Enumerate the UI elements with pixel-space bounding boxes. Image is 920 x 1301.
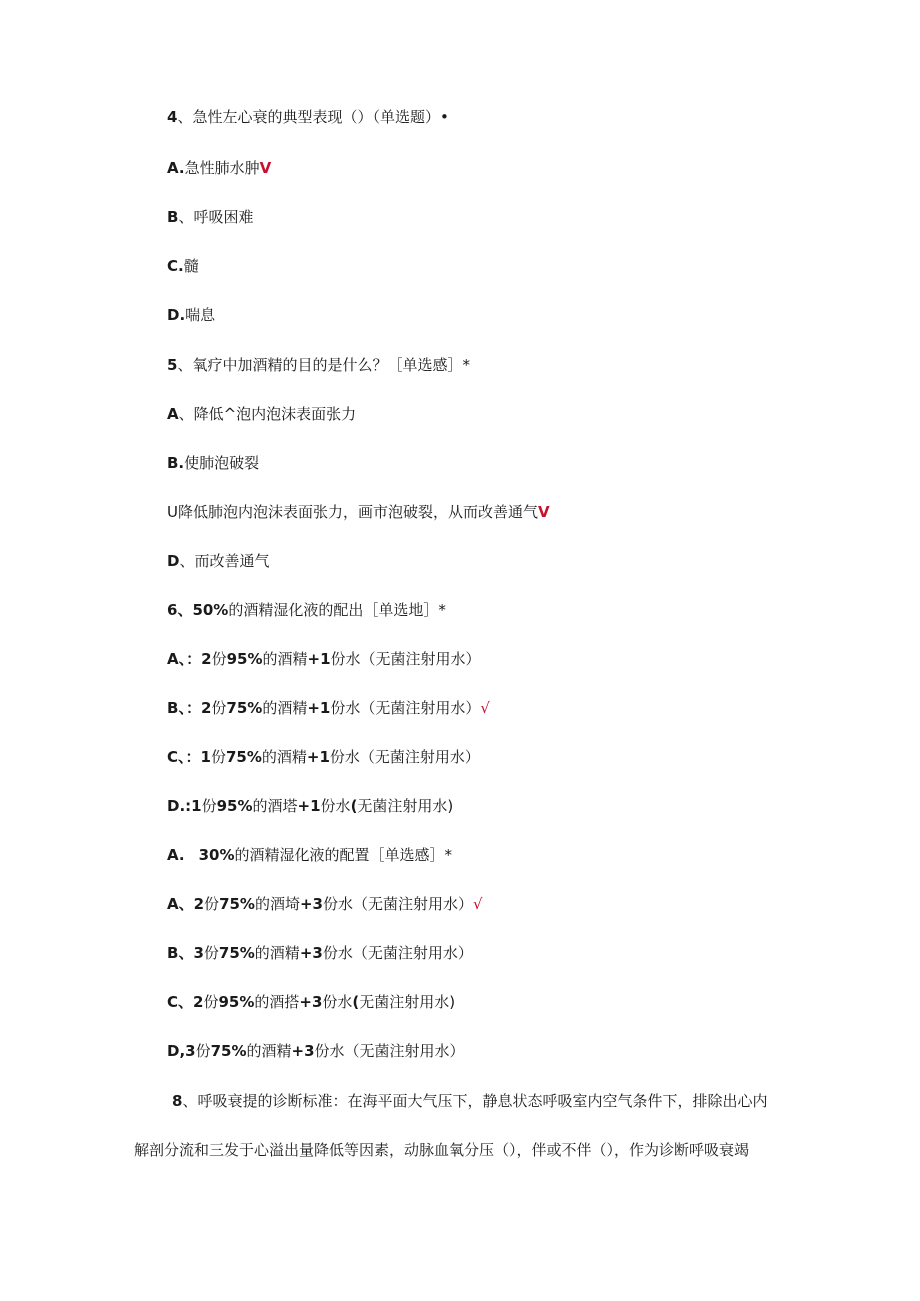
option-part: 75% — [218, 944, 255, 962]
option-part: +3 — [299, 895, 323, 913]
question-7-option-d — [167, 1040, 465, 1062]
option-part: +1 — [307, 699, 331, 717]
question-text: 的酒精湿化液的配置［单选感］* — [234, 846, 453, 864]
question-6-option-a — [167, 648, 481, 670]
option-part: 无菌注射用水) — [357, 797, 454, 815]
question-4-stem — [167, 106, 449, 128]
correct-mark: V — [537, 503, 550, 521]
question-7-option-c — [167, 991, 455, 1013]
option-part: 份 — [210, 748, 226, 766]
option-part: +1 — [297, 797, 321, 815]
option-label: D — [167, 552, 180, 570]
question-7-stem — [167, 844, 452, 866]
option-label: B. — [167, 454, 185, 472]
option-label: B — [167, 944, 179, 962]
option-part: ( — [350, 797, 358, 815]
question-number: 8 — [172, 1092, 183, 1110]
question-6-stem — [167, 599, 446, 621]
question-8-stem-line2 — [134, 1139, 749, 1161]
option-part: 份 — [203, 993, 219, 1011]
option-part: 份水（无菌注射用水） — [329, 748, 480, 766]
option-part: 1 — [200, 748, 211, 766]
option-label: A — [167, 895, 179, 913]
option-part: 的酒精 — [261, 748, 307, 766]
option-part: 份 — [201, 797, 217, 815]
option-part: 、2 — [178, 993, 204, 1011]
question-5-option-a — [167, 403, 356, 425]
question-4-option-c — [167, 255, 199, 277]
option-text: 喘息 — [185, 306, 216, 324]
option-part: +3 — [291, 1042, 315, 1060]
option-part: 无菌注射用水) — [359, 993, 456, 1011]
correct-mark: V — [259, 159, 272, 177]
question-text: 、氧疗中加酒精的目的是什么？［单选感］* — [177, 356, 470, 374]
question-text: 、急性左心衰的典型表现（）（单选题）• — [177, 108, 449, 126]
question-6-option-c — [167, 746, 480, 768]
option-part: 份水（无菌注射用水） — [322, 944, 473, 962]
option-label: C. — [167, 257, 184, 275]
option-text: 髓 — [183, 257, 199, 275]
option-part: 的酒精 — [262, 650, 308, 668]
option-label: D,3 — [167, 1042, 196, 1060]
question-5-option-c — [167, 501, 550, 523]
option-label: A — [167, 650, 179, 668]
option-part: +1 — [306, 748, 330, 766]
question-7-option-a — [167, 893, 483, 915]
option-part: +3 — [299, 993, 323, 1011]
option-label: B — [167, 699, 179, 717]
option-part: 份 — [204, 895, 220, 913]
question-5-option-b — [167, 452, 259, 474]
option-part: 2 — [201, 650, 212, 668]
question-number: 6 — [167, 601, 178, 619]
option-text: 、呼吸困难 — [178, 208, 254, 226]
question-8-stem-line1 — [172, 1090, 767, 1112]
option-sep: 、： — [178, 650, 202, 668]
option-part: 2 — [200, 699, 212, 717]
option-part: 75% — [210, 1042, 247, 1060]
question-text: 的酒精湿化液的配出［单选地］* — [228, 601, 446, 619]
option-text: U降低肺泡内泡沫表面张力，画市泡破裂，从而改善通气 — [167, 503, 538, 521]
option-part: 的酒塔 — [252, 797, 298, 815]
question-7-option-b — [167, 942, 473, 964]
question-number: A. — [167, 846, 185, 864]
option-part: +3 — [299, 944, 323, 962]
question-6-option-b — [167, 697, 490, 719]
option-part: 95% — [216, 797, 253, 815]
question-4-option-b — [167, 206, 253, 228]
question-4-option-a — [167, 157, 271, 179]
option-part: 的酒埼 — [254, 895, 300, 913]
correct-mark: √ — [480, 699, 490, 717]
option-text: 、降低^泡内泡沫表面张力 — [178, 405, 357, 423]
option-text: 、而改善通气 — [179, 552, 270, 570]
option-part: 的酒精 — [246, 1042, 292, 1060]
option-part: 份 — [203, 944, 219, 962]
option-part: 95% — [226, 650, 263, 668]
question-text-continued: 解剖分流和三发于心溢出量降低等因素，动脉血氧分压（），伴或不伴（），作为诊断呼吸衰竭 — [134, 1141, 750, 1159]
option-part: 份水 — [320, 797, 351, 815]
option-part: 的酒精 — [254, 944, 300, 962]
option-label: A — [167, 405, 179, 423]
option-part: 75% — [219, 895, 255, 913]
option-part: 份水 — [322, 993, 353, 1011]
option-sep: 、： — [178, 699, 201, 717]
question-5-option-d — [167, 550, 269, 572]
question-6-option-d — [167, 795, 453, 817]
option-part: 75% — [226, 699, 263, 717]
option-text: 使肺泡破裂 — [184, 454, 260, 472]
option-label: B — [167, 208, 179, 226]
option-part: ( — [352, 993, 360, 1011]
option-part: 份水（无菌注射用水） — [330, 650, 481, 668]
question-number: 4 — [167, 108, 178, 126]
question-number: 5 — [167, 356, 178, 374]
question-text: 、呼吸衰提的诊断标准：在海平面大气压下，静息状态呼吸室内空气条件下，排除出心内 — [182, 1092, 768, 1110]
option-part: 的酒搭 — [254, 993, 300, 1011]
option-part: 份水（无菌注射用水） — [314, 1042, 465, 1060]
option-label: C — [167, 993, 179, 1011]
option-label: C — [167, 748, 179, 766]
option-part: +1 — [307, 650, 331, 668]
question-5-stem — [167, 354, 470, 376]
option-part: 、2 — [178, 895, 205, 913]
question-percent: 、50% — [177, 601, 229, 619]
question-4-option-d — [167, 304, 215, 326]
option-part: 、3 — [178, 944, 204, 962]
option-part: 75% — [225, 748, 262, 766]
option-part: 95% — [218, 993, 255, 1011]
option-part: 的酒精 — [262, 699, 308, 717]
option-label: D.:1 — [167, 797, 202, 815]
option-text: 急性肺水肿 — [184, 159, 260, 177]
correct-mark: √ — [473, 895, 483, 913]
option-part: 份 — [211, 699, 227, 717]
option-part: 份水（无菌注射用水） — [323, 895, 474, 913]
option-label: A. — [167, 159, 185, 177]
option-part: 份水（无菌注射用水） — [330, 699, 481, 717]
option-part: 份 — [195, 1042, 211, 1060]
option-label: D. — [167, 306, 186, 324]
option-part: 份 — [211, 650, 227, 668]
question-percent: 30% — [198, 846, 235, 864]
option-sep: 、： — [178, 748, 201, 766]
